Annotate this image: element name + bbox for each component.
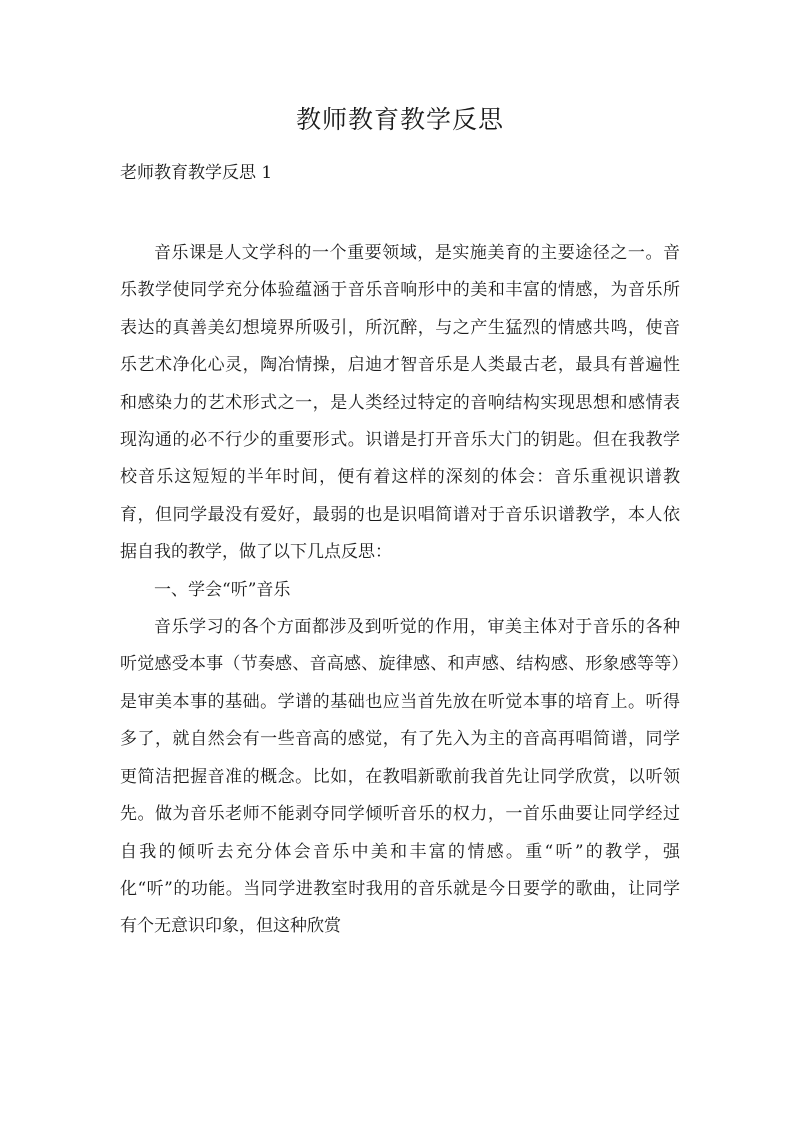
body-paragraph: 音乐学习的各个方面都涉及到听觉的作用，审美主体对于音乐的各种听觉感受本事（节奏感、音高感、旋律感、和声感、结构感、形象感等等）是审美本事的基础。学谱的基础也应当首先放在听觉本事的培育上。听得多了，就自然会有一些音高的感觉，有了先入为主的音高再唱简谱，同学更简洁把握音准的概念。比如，在教唱新歌前我首先让同学欣赏，以听领先。做为音乐老师不能剥夺同学倾听音乐的权力，一首乐曲要让同学经过自我的倾听去充分体会音乐中美和丰富的情感。重“听”的教学，强化“听”的功能。当同学进教室时我用的音乐就是今日要学的歌曲，让同学有个无意识印象，但这种欣赏 bbox=[120, 617, 680, 937]
body-paragraph: 音乐课是人文学科的一个重要领域，是实施美育的主要途径之一。音乐教学使同学充分体验蕴涵于音乐音响形中的美和丰富的情感，为音乐所表达的真善美幻想境界所吸引，所沉醉，与之产生猛烈的情感共鸣，使音乐艺术净化心灵，陶冶情操，启迪才智音乐是人类最古老，最具有普遍性和感染力的艺术形式之一，是人类经过特定的音响结构实现思想和感情表现沟通的必不行少的重要形式。识谱是打开音乐大门的钥匙。但在我教学校音乐这短短的半年时间，便有着这样的深刻的体会：音乐重视识谱教育，但同学最没有爱好，最弱的也是识唱简谱对于音乐识谱教学，本人依据自我的教学，做了以下几点反思： bbox=[120, 243, 680, 563]
document-title: 教师教育教学反思 bbox=[295, 105, 504, 134]
document-body bbox=[120, 235, 680, 946]
section-heading: 一、学会“听”音乐 bbox=[154, 579, 291, 600]
document-subtitle: 老师教育教学反思 1 bbox=[120, 163, 273, 183]
